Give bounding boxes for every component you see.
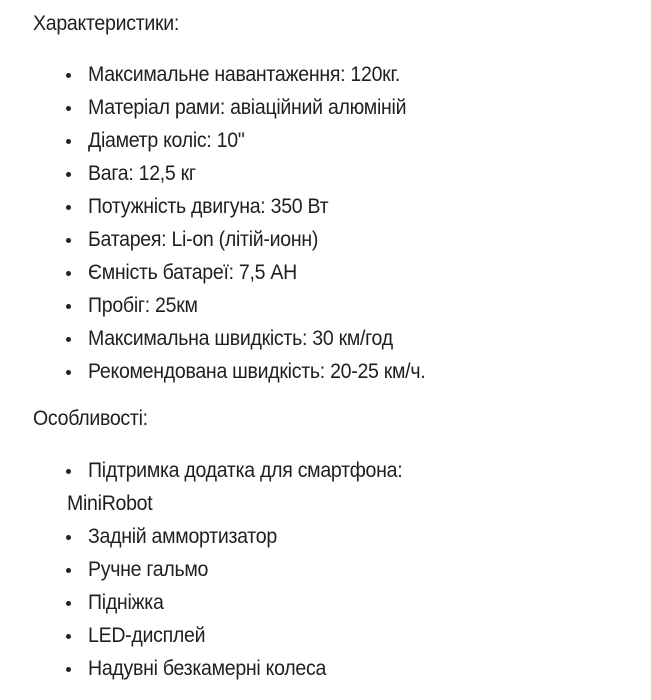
list-item-continuation xyxy=(0,491,651,524)
list-item-text: Максимальне навантаження: 120кг. xyxy=(88,63,401,86)
list-item-text: Потужність двигуна: 350 Вт xyxy=(88,195,329,218)
bullet-icon xyxy=(66,106,71,111)
list-item xyxy=(0,326,651,359)
list-item xyxy=(0,524,651,557)
list-item-text: Рекомендована швидкість: 20-25 км/ч. xyxy=(88,360,426,383)
bullet-icon xyxy=(66,535,71,540)
list-item-text: Максимальна швидкість: 30 км/год xyxy=(88,327,393,350)
list-item xyxy=(0,458,651,491)
list-item-text: Ручне гальмо xyxy=(88,558,209,581)
bullet-icon xyxy=(66,139,71,144)
list-item xyxy=(0,260,651,293)
list-item-text: Діаметр коліс: 10" xyxy=(88,129,245,152)
list-item-text: Пробіг: 25км xyxy=(88,294,198,317)
list-item xyxy=(0,227,651,260)
list-item xyxy=(0,656,651,689)
features-heading: Особливості: xyxy=(33,407,148,430)
list-item xyxy=(0,557,651,590)
list-item xyxy=(0,128,651,161)
bullet-icon xyxy=(66,634,71,639)
bullet-icon xyxy=(66,568,71,573)
bullet-icon xyxy=(66,205,71,210)
list-item xyxy=(0,293,651,326)
list-item-text: Підніжка xyxy=(88,591,164,614)
bullet-icon xyxy=(66,370,71,375)
list-item xyxy=(0,62,651,95)
bullet-icon xyxy=(66,667,71,672)
list-item xyxy=(0,194,651,227)
bullet-icon xyxy=(66,469,71,474)
list-item-text: Задній аммортизатор xyxy=(88,525,277,548)
list-item-text: MiniRobot xyxy=(67,492,153,515)
list-item-text: Надувні безкамерні колеса xyxy=(88,657,327,680)
list-item-text: Матеріал рами: авіаційний алюміній xyxy=(88,96,407,119)
list-item xyxy=(0,161,651,194)
list-item xyxy=(0,623,651,656)
list-item-text: Батарея: Li-on (літій-ионн) xyxy=(88,228,319,251)
list-item-text: Вага: 12,5 кг xyxy=(88,162,196,185)
bullet-icon xyxy=(66,601,71,606)
list-item-text: LED-дисплей xyxy=(88,624,206,647)
bullet-icon xyxy=(66,238,71,243)
specs-heading: Характеристики: xyxy=(33,12,180,35)
bullet-icon xyxy=(66,337,71,342)
bullet-icon xyxy=(66,73,71,78)
list-item-text: Ємність батареї: 7,5 АН xyxy=(88,261,297,284)
bullet-icon xyxy=(66,271,71,276)
bullet-icon xyxy=(66,304,71,309)
list-item-text: Підтримка додатка для смартфона: xyxy=(88,459,403,482)
bullet-icon xyxy=(66,172,71,177)
list-item xyxy=(0,95,651,128)
list-item xyxy=(0,359,651,392)
list-item xyxy=(0,590,651,623)
